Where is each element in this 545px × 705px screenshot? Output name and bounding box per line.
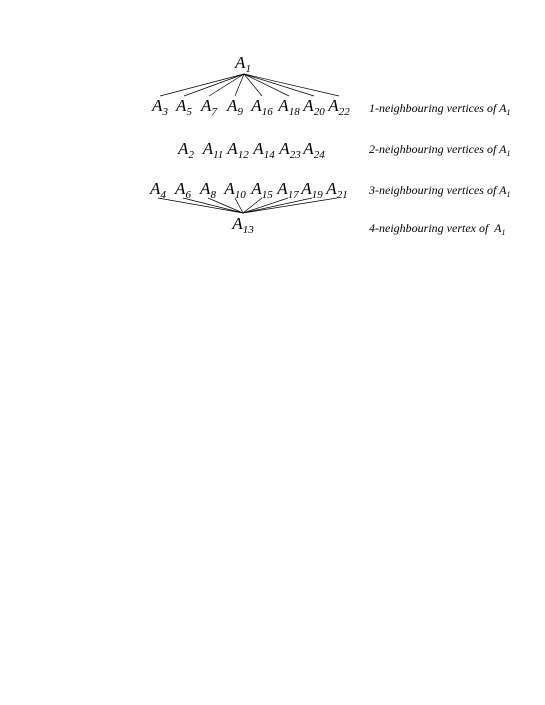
level-1-row [151,96,350,118]
vertex-letter: A [202,139,214,158]
vertex-index: 2 [188,149,194,161]
vertex-a16 [250,96,273,118]
description-text: 3-neighbouring vertices of [369,183,500,197]
vertex-letter: A [227,96,238,115]
edge-line [235,74,244,96]
vertex-letter: A [175,179,186,198]
level-2-row [177,139,325,161]
vertex-index: 18 [288,106,300,118]
vertex-letter: A [328,96,339,115]
description-vertex-index: 1 [506,149,511,158]
vertex-a12 [226,139,249,161]
vertex-letter: A [200,179,211,198]
level-4-description [369,221,505,237]
description-text: 2-neighbouring vertices of [369,142,500,156]
vertex-letter: A [232,214,243,233]
edge-line [244,74,289,96]
vertex-letter: A [227,139,238,158]
vertex-letter: A [235,53,246,72]
vertex-a24 [302,139,325,161]
vertex-a5 [175,96,192,118]
vertex-letter: A [326,179,337,198]
description-vertex-index: 1 [501,228,506,237]
vertex-a17 [276,179,299,201]
vertex-letter: A [279,139,290,158]
vertex-letter: A [251,179,262,198]
description-vertex-index: 1 [506,190,511,199]
vertex-letter: A [301,179,312,198]
vertex-index: 9 [237,106,243,118]
level-1-description [369,101,510,117]
description-vertex-letter: A [494,221,502,235]
edge-line [244,74,314,96]
vertex-a7 [200,96,217,118]
edge-line [243,198,312,213]
vertex-a6 [174,179,191,201]
vertex-letter: A [253,139,264,158]
description-vertex-letter: A [499,183,507,197]
vertex-a22 [327,96,350,118]
description-vertex-letter: A [499,101,507,115]
vertex-index: 13 [242,224,254,236]
level-4-row [231,214,254,236]
vertex-letter: A [178,139,189,158]
description-text: 1-neighbouring vertices of [369,101,500,115]
vertex-index: 7 [211,106,217,118]
vertex-index: 1 [245,63,251,75]
vertex-a2 [177,139,194,161]
vertex-a13 [231,214,254,236]
vertex-index: 4 [160,189,166,201]
level-3-description [368,183,510,199]
vertex-letter: A [251,96,262,115]
vertex-a8 [199,179,216,201]
vertex-letter: A [303,96,314,115]
vertex-index: 6 [185,189,191,201]
description-text: 4-neighbouring vertex of [369,221,495,235]
vertex-index: 17 [287,189,299,201]
vertex-index: 11 [213,149,224,161]
vertex-letter: A [278,96,289,115]
vertex-a15 [250,179,273,201]
vertex-a4 [149,179,166,201]
edge-line [160,74,244,96]
vertex-letter: A [201,96,212,115]
vertex-index: 22 [338,106,350,118]
vertex-a14 [252,139,275,161]
vertex-index: 15 [261,189,273,201]
vertex-index: 19 [311,189,323,201]
root-vertex-label [234,53,251,75]
vertex-a3 [151,96,168,118]
edge-line [158,198,243,213]
vertex-letter: A [303,139,314,158]
level-3-row [149,179,348,201]
vertex-index: 8 [210,189,216,201]
vertex-a11 [202,139,224,161]
level-descriptions [368,101,510,237]
vertex-a19 [300,179,323,201]
vertex-letter: A [277,179,288,198]
vertex-a18 [277,96,300,118]
vertex-index: 16 [261,106,273,118]
vertex-index: 20 [313,106,325,118]
vertex-letter: A [150,179,161,198]
vertex-a20 [302,96,325,118]
vertex-a23 [278,139,301,161]
vertex-letter: A [176,96,187,115]
vertex-index: 21 [336,189,348,201]
description-vertex-letter: A [499,142,507,156]
vertex-index: 10 [234,189,246,201]
description-vertex-index: 1 [506,108,511,117]
vertex-a21 [325,179,347,201]
vertex-a10 [223,179,246,201]
vertex-index: 5 [186,106,192,118]
level-2-description [369,142,510,158]
vertex-a9 [226,96,243,118]
edge-line [244,74,339,96]
vertex-index: 3 [162,106,168,118]
vertex-index: 23 [289,149,301,161]
vertex-levels [149,96,350,236]
vertex-index: 24 [313,149,325,161]
vertex-index: 14 [263,149,275,161]
vertex-letter: A [224,179,235,198]
vertex-letter: A [152,96,163,115]
vertex-index: 12 [237,149,249,161]
